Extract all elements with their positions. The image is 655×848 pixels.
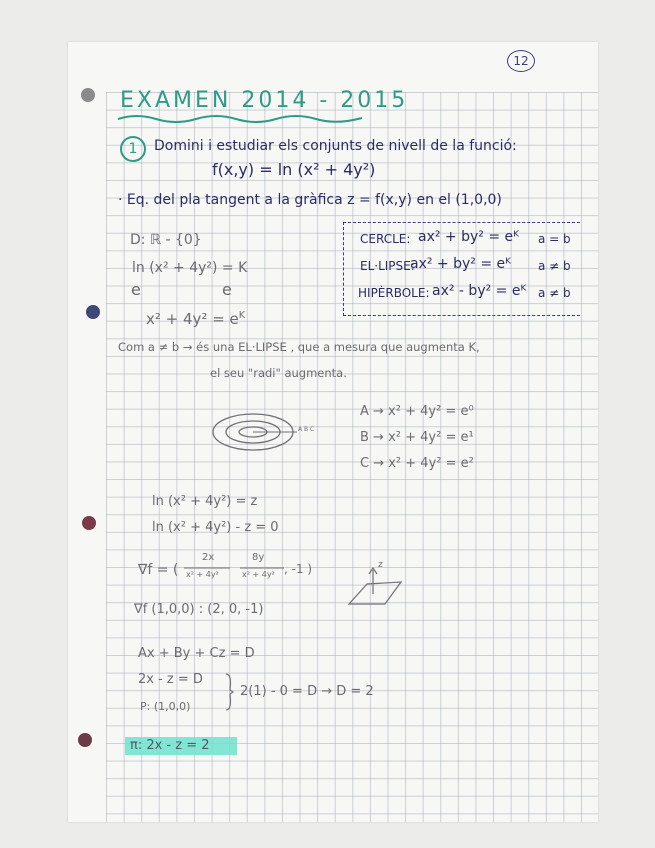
- gradient-at-point: ∇f (1,0,0) : (2, 0, -1): [134, 602, 264, 617]
- gradient-den-2: x² + 4y²: [242, 570, 275, 579]
- page-left-margin: [68, 42, 106, 822]
- punch-hole: [82, 516, 96, 530]
- level-curve-c: C → x² + 4y² = e²: [360, 456, 474, 471]
- page-number: 12: [507, 50, 535, 72]
- level-curve-a: A → x² + 4y² = e⁰: [360, 404, 474, 419]
- conic-name: EL·LIPSE:: [360, 259, 415, 273]
- fraction-bar: [240, 567, 284, 569]
- exponential-equation-power: K: [238, 310, 246, 321]
- exp-right: e: [222, 280, 232, 299]
- implicit-surface-equation: ln (x² + 4y²) - z = 0: [152, 520, 279, 535]
- tangent-plane-answer: π: 2x - z = 2: [130, 738, 210, 753]
- conic-name: HIPÈRBOLE:: [358, 286, 430, 300]
- gradient-num-2: 8y: [252, 552, 265, 563]
- plane-substituted: 2x - z = D: [138, 672, 203, 687]
- ellipse-labels: A B C: [298, 426, 315, 433]
- conclusion-line-2: el seu "radi" augmenta.: [210, 366, 347, 380]
- conic-condition: a ≠ b: [538, 259, 571, 273]
- point-p: P: (1,0,0): [140, 700, 191, 713]
- solve-for-d: 2(1) - 0 = D → D = 2: [240, 684, 374, 699]
- level-equation: ln (x² + 4y²) = K: [132, 260, 248, 276]
- conclusion-line-1: Com a ≠ b → és una EL·LIPSE , que a mesura que augmenta K,: [118, 340, 480, 354]
- conic-equation: ax² - by² = eᴷ: [432, 283, 527, 299]
- problem-statement: Domini i estudiar els conjunts de nivell de la funció:: [154, 138, 517, 154]
- conic-equation: ax² + by² = eᴷ: [418, 229, 519, 245]
- task-tangent-plane: · Eq. del pla tangent a la gràfica z = f(x,y) en el (1,0,0): [118, 192, 502, 208]
- tangent-plane-sketch: [345, 562, 405, 612]
- gradient-prefix: ∇f = (: [138, 562, 179, 578]
- exponential-equation-base: x² + 4y² = e: [146, 310, 239, 328]
- brace: [224, 672, 234, 712]
- surface-equation: ln (x² + 4y²) = z: [152, 494, 258, 509]
- domain: D: ℝ - {0}: [130, 232, 202, 248]
- conic-name: CERCLE:: [360, 232, 411, 246]
- title-underline: [116, 112, 364, 124]
- exponential-equation: [146, 310, 245, 328]
- function-definition: f(x,y) = ln (x² + 4y²): [212, 160, 376, 179]
- level-curve-b: B → x² + 4y² = e¹: [360, 430, 474, 445]
- punch-hole: [78, 733, 92, 747]
- punch-hole: [86, 305, 100, 319]
- punch-hole: [81, 88, 95, 102]
- conic-equation: ax² + by² = eᴷ: [410, 256, 511, 272]
- gradient-suffix: , -1 ): [284, 562, 313, 576]
- plane-sketch-z-label: z: [378, 560, 383, 570]
- conic-condition: a ≠ b: [538, 286, 571, 300]
- gradient-num-1: 2x: [202, 552, 215, 563]
- conic-condition: a = b: [538, 232, 571, 246]
- exam-title: EXAMEN 2014 - 2015: [120, 88, 409, 113]
- gradient-den-1: x² + 4y²: [186, 570, 219, 579]
- plane-general-equation: Ax + By + Cz = D: [138, 646, 255, 661]
- level-curves-sketch: [205, 408, 315, 458]
- fraction-bar: [184, 567, 230, 569]
- problem-number: 1: [120, 136, 146, 162]
- exp-left: e: [131, 280, 141, 299]
